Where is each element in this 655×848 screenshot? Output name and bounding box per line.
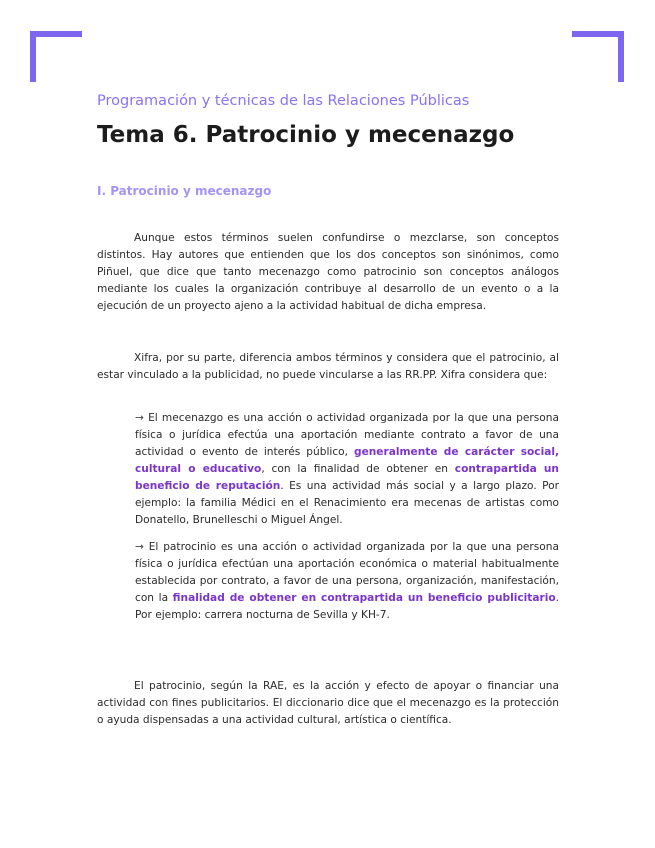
paragraph-intro: Aunque estos términos suelen confundirse o mezclarse, son conceptos distintos. Hay autores que entienden que los dos conceptos son sinónimos, como Piñuel, que dice que tanto mecenazgo como patrocinio son conceptos análogos mediante los cuales la organización contribuye al desarrollo de un evento o a la ejecución de un proyecto ajeno a la actividad habitual de dicha empresa. (97, 232, 559, 312)
highlight-text: generalmente de carácter social, cultural o educativo (135, 446, 560, 475)
page-title: Tema 6. Patrocinio y mecenazgo (97, 122, 515, 148)
highlight-text: contrapartida un beneficio de reputación (135, 463, 559, 492)
arrow-right-icon: → (135, 541, 144, 553)
bullet-mecenazgo (135, 410, 559, 529)
paragraph-xifra: Xifra, por su parte, diferencia ambos términos y considera que el patrocinio, al estar vinculado a la publicidad, no puede vincularse a las RR.PP. Xifra considera que: (97, 352, 559, 381)
paragraph-rae: El patrocinio, según la RAE, es la acción y efecto de apoyar o financiar una actividad con fines publicitarios. El diccionario dice que el mecenazgo es la protección o ayuda dispensadas a una actividad cultural, artística o científica. (97, 680, 559, 726)
highlight-text: finalidad de obtener en contrapartida un beneficio publicitario (172, 592, 556, 604)
corner-bracket-right-vertical (618, 31, 624, 82)
corner-bracket-right-horizontal (572, 31, 624, 37)
corner-bracket-left-horizontal (30, 31, 82, 37)
bullet-text: El patrocinio es una acción o actividad organizada por la que una persona física o jurídica efectúan una aportación económica o material habitualmente establecida por contrato, a favor de una persona, organización, manifestación, con la (135, 541, 559, 604)
course-subtitle: Programación y técnicas de las Relaciones Públicas (97, 93, 470, 109)
bullet-text: . Por ejemplo: carrera nocturna de Sevilla y KH-7. (135, 592, 559, 621)
arrow-right-icon: → (135, 412, 144, 424)
bullet-text: . Es una actividad más social y a largo plazo. Por ejemplo: la familia Médici en el Renacimiento era mecenas de artistas como Donatello, Brunelleschi o Miguel Ángel. (135, 480, 559, 526)
bullet-text: , con la finalidad de obtener en (261, 463, 448, 475)
corner-bracket-left-vertical (30, 31, 36, 82)
section-heading: I. Patrocinio y mecenazgo (97, 184, 272, 198)
bullet-text: El mecenazgo es una acción o actividad organizada por la que una persona física o jurídica efectúa una aportación mediante contrato a favor de una actividad o evento de interés público, (135, 412, 559, 458)
bullet-patrocinio (135, 539, 559, 624)
